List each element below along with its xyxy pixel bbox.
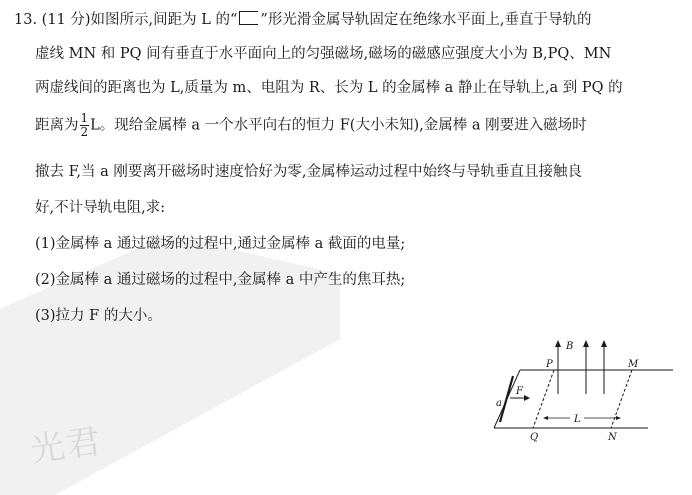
- force-arrowhead: [524, 395, 530, 401]
- dimension-right-head: [616, 416, 621, 420]
- fraction-one-half: [80, 112, 90, 139]
- problem-line-5: 撤去 F,当 a 刚要离开磁场时速度恰好为零,金属棒运动过程中始终与导轨垂直且接触良: [35, 164, 582, 180]
- problem-line-4: [35, 112, 587, 139]
- label-Q: Q: [530, 432, 539, 443]
- watermark-text: 光君: [28, 421, 105, 471]
- label-M: M: [628, 359, 639, 370]
- fraction-numerator: 1: [80, 111, 89, 125]
- label-L: L: [574, 414, 581, 425]
- field-arrowhead-2: [583, 340, 589, 347]
- field-arrowhead-1: [555, 340, 561, 347]
- question-2: (2)金属棒 a 通过磁场的过程中,金属棒 a 中产生的焦耳热;: [35, 272, 406, 288]
- problem-score: (11 分): [41, 12, 91, 28]
- problem-text-4a: 距离为: [35, 117, 79, 134]
- problem-text-4b: L。现给金属棒 a 一个水平向右的恒力 F(大小未知),金属棒 a 刚要进入磁场时: [90, 117, 587, 134]
- rail-shape-icon: [239, 11, 258, 25]
- problem-line-6: 好,不计导轨电阻,求:: [35, 200, 166, 216]
- problem-line-1: [14, 8, 591, 29]
- boundary-MN: [611, 370, 632, 428]
- question-3: (3)拉力 F 的大小。: [35, 308, 162, 324]
- question-1: (1)金属棒 a 通过磁场的过程中,通过金属棒 a 截面的电量;: [35, 236, 406, 252]
- fraction-denominator: 2: [80, 125, 89, 139]
- label-a: a: [496, 398, 502, 409]
- label-N: N: [608, 432, 617, 443]
- problem-number: 13.: [14, 12, 38, 28]
- dimension-left-head: [543, 416, 548, 420]
- problem-line-3: 两虚线间的距离也为 L,质量为 m、电阻为 R、长为 L 的金属棒 a 静止在导轨上,a 到 PQ 的: [35, 80, 623, 96]
- label-F: F: [516, 386, 523, 397]
- problem-text-1b: ”形光滑金属导轨固定在绝缘水平面上,垂直于导轨的: [260, 12, 592, 28]
- boundary-PQ: [533, 370, 554, 428]
- label-B: B: [566, 341, 574, 352]
- label-P: P: [546, 359, 553, 370]
- rail-magnetic-field-figure: [488, 336, 678, 448]
- problem-line-2: 虚线 MN 和 PQ 间有垂直于水平面向上的匀强磁场,磁场的磁感应强度大小为 B,PQ、MN: [35, 46, 612, 62]
- field-arrowhead-3: [601, 340, 607, 347]
- problem-text-1a: 如图所示,间距为 L 的“: [90, 12, 238, 28]
